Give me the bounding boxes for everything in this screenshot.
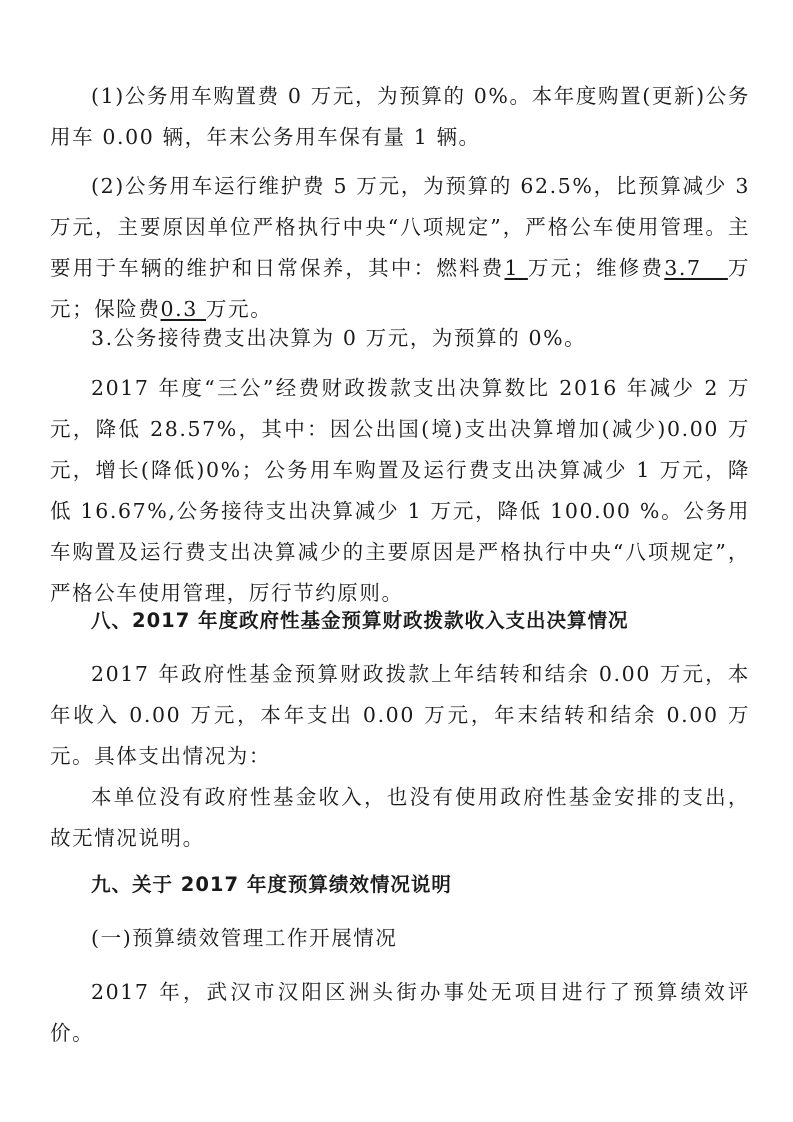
paragraph-vehicle-maintenance [50, 166, 750, 330]
paragraph-three-public-comparison: 2017 年度“三公”经费财政拨款支出决算数比 2016 年减少 2 万元，降低 28.57%，其中：因公出国(境)支出决算增加(减少)0.00 万元，增长(降低)0%；公务用车购置及运行费支出决算减少 1 万元，降低 16.67%,公务接待支出决算减少 1 万元，降低 100.00 %。公务用车购置及运行费支出决算减少的主要原因是严格执行中央“八项规定”，严格公车使用管理，厉行节约原则。 [50, 376, 750, 605]
paragraph-performance-evaluation: 2017 年，武汉市汉阳区洲头街办事处无项目进行了预算绩效评价。 [50, 980, 750, 1045]
maintenance-text-4: 万元。 [206, 297, 273, 321]
paragraph-vehicle-purchase: (1)公务用车购置费 0 万元，为预算的 0%。本年度购置(更新)公务用车 0.00 辆，年末公务用车保有量 1 辆。 [50, 84, 750, 149]
maintenance-text: (2)公务用车运行维护费 5 万元，为预算的 62.5%，比预算减少 3 万元，主要原因单位严格执行中央“八项规定”，严格公车使用管理。主要用于车辆的维护和日常保养，其中：燃料费 [50, 174, 750, 280]
section-heading-9: 九、关于 2017 年度预算绩效情况说明 [91, 873, 452, 896]
paragraph-subheading-performance: (一)预算绩效管理工作开展情况 [91, 926, 398, 950]
section-heading-8: 八、2017 年度政府性基金预算财政拨款收入支出决算情况 [91, 609, 629, 632]
paragraph-gov-fund-note: 本单位没有政府性基金收入，也没有使用政府性基金安排的支出，故无情况说明。 [50, 785, 750, 850]
maintenance-text-2: 万元；维修费 [527, 256, 665, 280]
paragraph-reception-expense: 3.公务接待费支出决算为 0 万元，为预算的 0%。 [91, 326, 587, 350]
fuel-cost-value: 1 [504, 256, 528, 280]
insurance-cost-value: 0.3 [160, 297, 207, 321]
maintenance-text-3: 万元；保险费 [50, 256, 750, 321]
repair-cost-value: 3.7 [664, 256, 728, 280]
paragraph-gov-fund-summary: 2017 年政府性基金预算财政拨款上年结转和结余 0.00 万元，本年收入 0.00 万元，本年支出 0.00 万元，年末结转和结余 0.00 万元。具体支出情况为： [50, 662, 750, 768]
